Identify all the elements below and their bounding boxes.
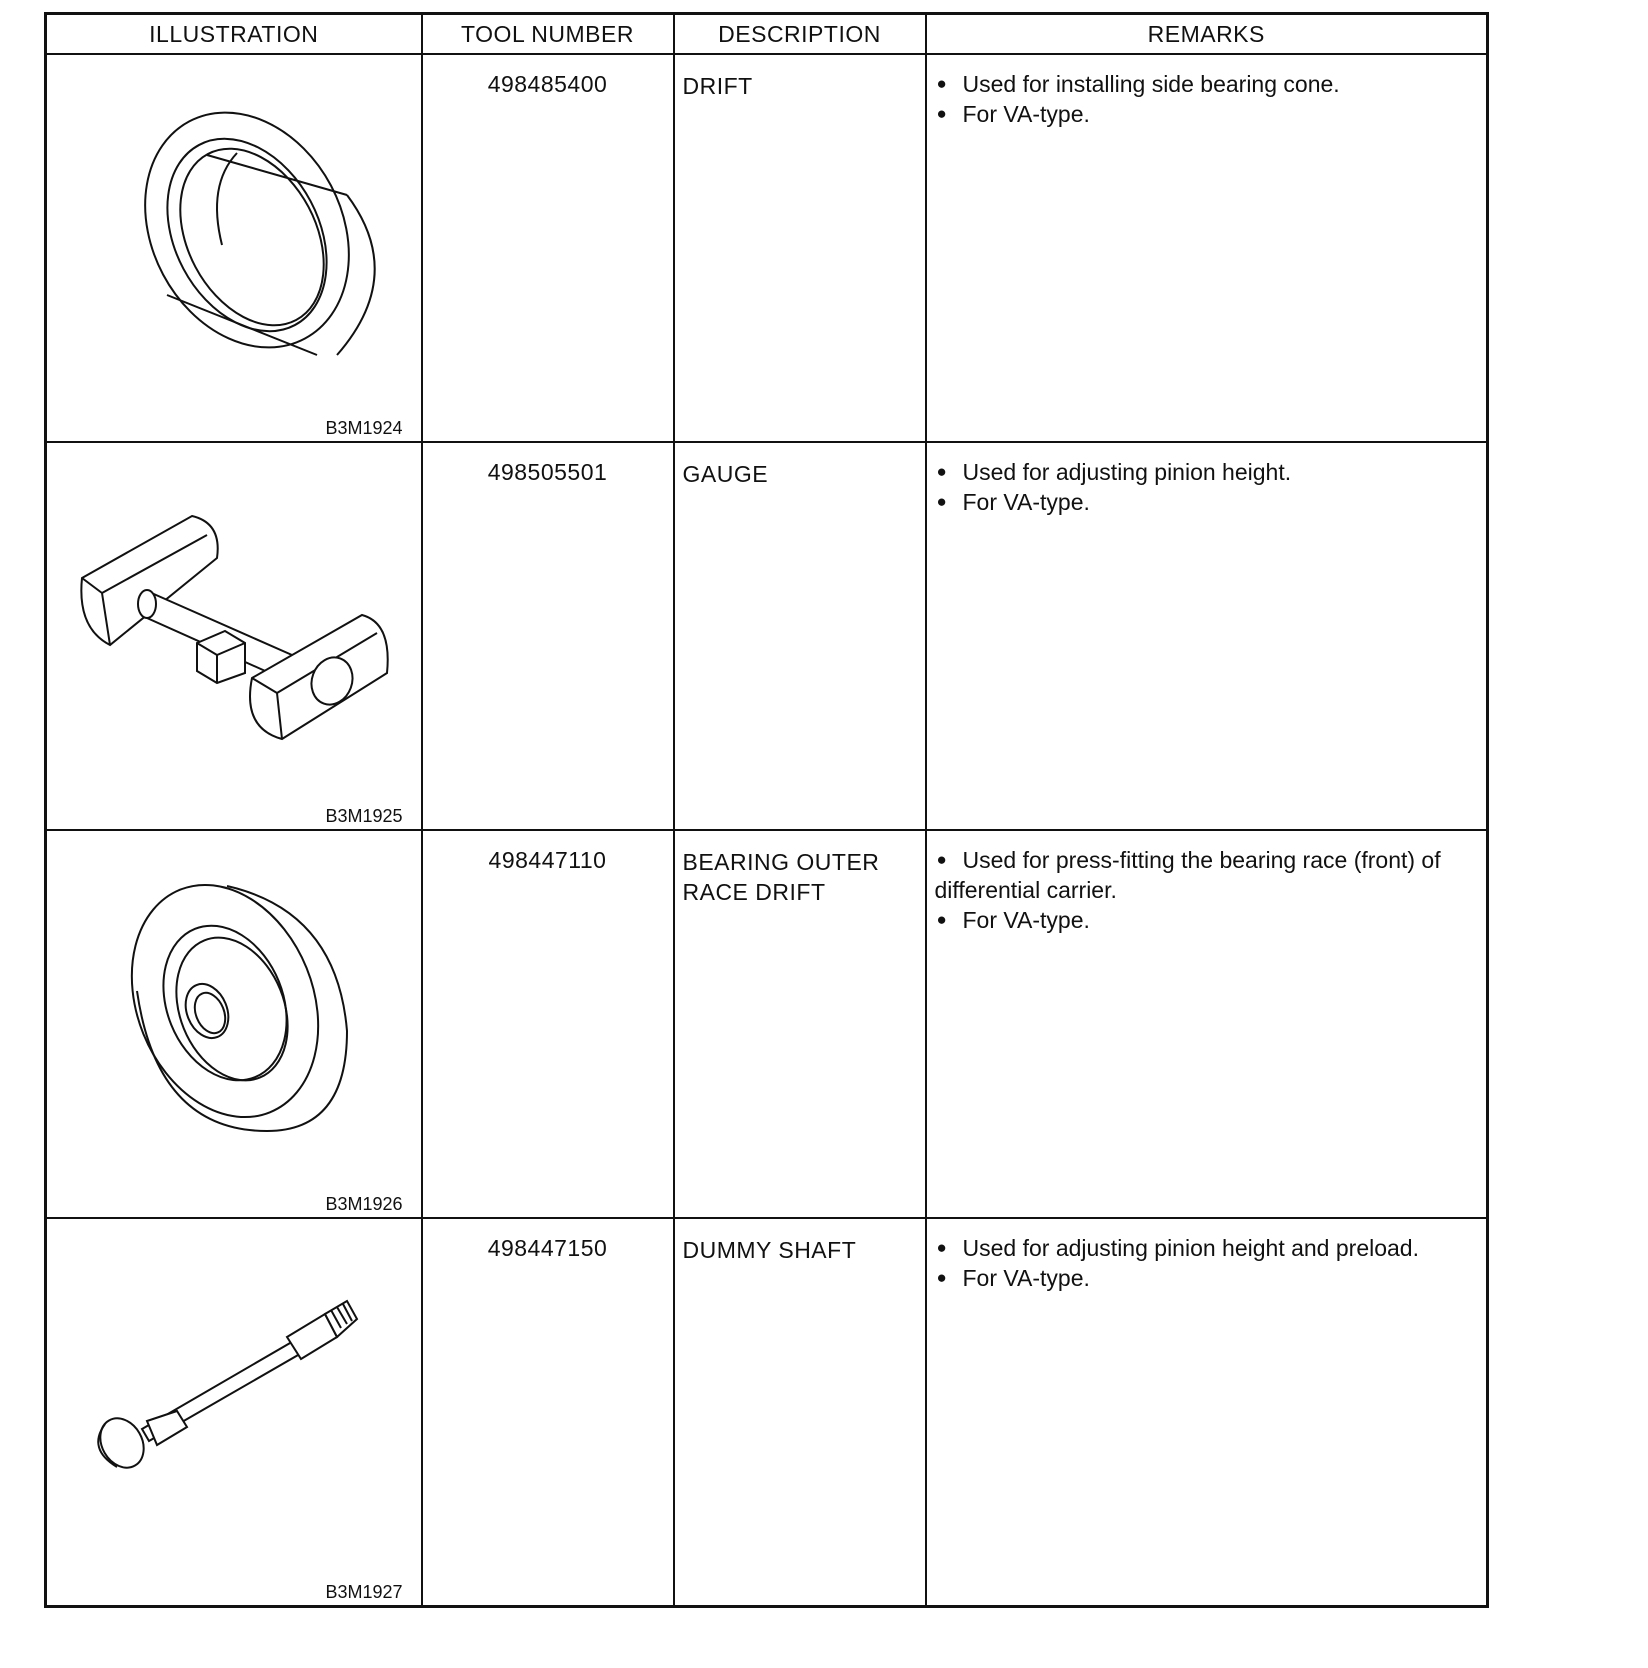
remarks-list [935,457,1479,517]
drift-ring-icon [47,55,423,425]
illustration-code: B3M1924 [325,418,403,438]
description: GAUGE [674,442,926,830]
table-row [46,1218,1488,1607]
remark-item: ● For VA-type. [935,1263,1479,1293]
illustration-code: B3M1925 [325,806,403,826]
table-row [46,54,1488,442]
illustration-code: B3M1927 [325,1582,403,1602]
special-tools-table [44,12,1489,1608]
header-illustration: ILLUSTRATION [46,14,422,55]
illustration-cell [46,1218,422,1607]
illustration-cell [46,830,422,1218]
remarks-cell [926,442,1488,830]
remark-item: ● For VA-type. [935,99,1479,129]
tool-number: 498447150 [422,1218,674,1607]
header-description: DESCRIPTION [674,14,926,55]
header-tool-number: TOOL NUMBER [422,14,674,55]
description: BEARING OUTER RACE DRIFT [674,830,926,1218]
illustration-code: B3M1926 [325,1194,403,1214]
remark-item: ● Used for adjusting pinion height and preload. [935,1233,1479,1263]
remarks-cell [926,1218,1488,1607]
remark-item: ● Used for press-fitting the bearing race (front) of differential carrier. [935,845,1479,905]
remarks-cell [926,54,1488,442]
table-row [46,442,1488,830]
remarks-list [935,1233,1479,1293]
remark-item: ● For VA-type. [935,487,1479,517]
gauge-icon [47,443,423,813]
tool-number: 498485400 [422,54,674,442]
header-remarks: REMARKS [926,14,1488,55]
illustration-cell [46,54,422,442]
remark-item: ● For VA-type. [935,905,1479,935]
remark-item: ● Used for adjusting pinion height. [935,457,1479,487]
description: DRIFT [674,54,926,442]
illustration-cell [46,442,422,830]
table-row [46,830,1488,1218]
tool-number: 498447110 [422,830,674,1218]
race-drift-icon [47,831,423,1201]
header-row [46,14,1488,55]
tool-number: 498505501 [422,442,674,830]
remarks-cell [926,830,1488,1218]
remark-item: ● Used for installing side bearing cone. [935,69,1479,99]
description: DUMMY SHAFT [674,1218,926,1607]
remarks-list [935,845,1479,935]
remarks-list [935,69,1479,129]
dummy-shaft-icon [47,1219,423,1589]
